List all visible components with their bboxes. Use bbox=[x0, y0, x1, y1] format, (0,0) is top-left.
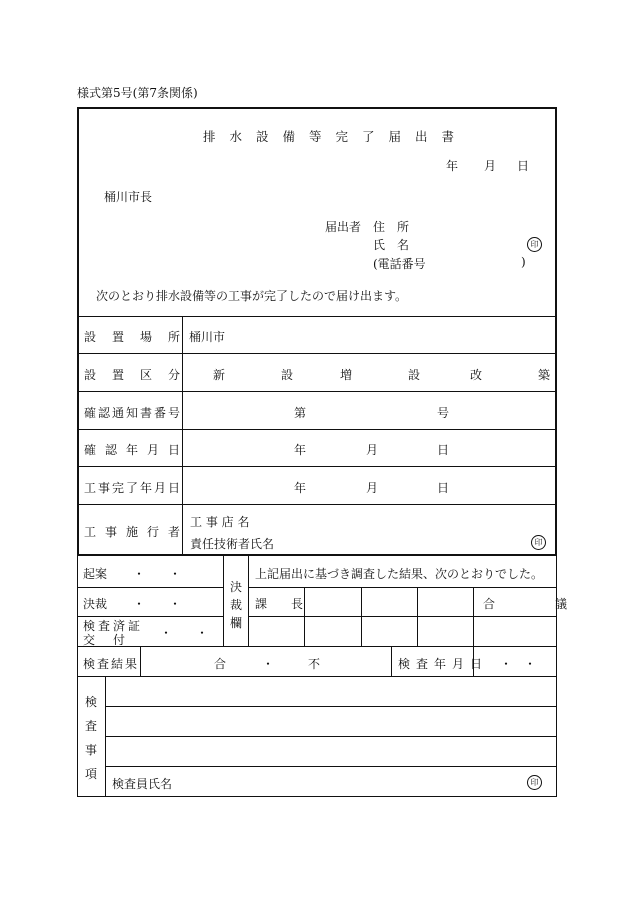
divider bbox=[105, 676, 106, 796]
notice-number-label: 確認通知書番号 bbox=[84, 406, 183, 420]
items-char: 事 bbox=[85, 743, 98, 757]
confirm-date-label: 確認年月日 bbox=[84, 443, 190, 457]
divider bbox=[77, 676, 557, 677]
contractor-engineer-label[interactable]: 責任技術者氏名 bbox=[190, 537, 275, 551]
items-char: 項 bbox=[85, 767, 98, 781]
category-new[interactable]: 新 設 bbox=[213, 368, 316, 382]
notice-go: 号 bbox=[437, 406, 450, 420]
form-title: 排水設備等完了届出書 bbox=[203, 129, 469, 144]
contractor-shop-label[interactable]: 工 事 店 名 bbox=[190, 515, 250, 529]
completion-month: 月 bbox=[366, 481, 379, 495]
kessai-char: 裁 bbox=[230, 598, 243, 612]
divider bbox=[77, 429, 557, 430]
category-extension[interactable]: 増 設 bbox=[340, 368, 443, 382]
inspection-date-value[interactable]: ・ ・ bbox=[500, 657, 537, 671]
location-label: 設置場所 bbox=[84, 330, 197, 344]
divider bbox=[105, 736, 556, 737]
divider bbox=[77, 587, 223, 588]
label-column-divider bbox=[182, 316, 183, 556]
confirm-month: 月 bbox=[366, 443, 379, 457]
divider bbox=[77, 504, 557, 505]
kessai-char: 決 bbox=[230, 580, 243, 594]
divider bbox=[248, 587, 556, 588]
category-label: 設置区分 bbox=[84, 368, 197, 382]
inspection-date-label: 検査年月日 bbox=[398, 657, 489, 671]
divider bbox=[77, 646, 557, 647]
approval-label: 決裁 bbox=[83, 597, 108, 611]
divider bbox=[248, 616, 556, 617]
approval-date[interactable]: ・ ・ bbox=[133, 597, 182, 611]
confirm-year: 年 bbox=[294, 443, 307, 457]
inspection-cert-label: 検査済証 bbox=[83, 619, 144, 633]
result-label: 検査結果 bbox=[83, 657, 140, 671]
divider bbox=[77, 353, 557, 354]
applicant-seal-icon: 印 bbox=[527, 237, 542, 252]
category-renovation[interactable]: 改 築 bbox=[470, 368, 573, 382]
divider bbox=[391, 646, 392, 676]
inspector-seal-icon: 印 bbox=[527, 775, 542, 790]
kessai-char: 欄 bbox=[230, 616, 243, 630]
divider bbox=[361, 587, 362, 646]
location-value[interactable]: 桶川市 bbox=[189, 330, 226, 344]
items-char: 査 bbox=[85, 719, 98, 733]
delivery-label: 交 付 bbox=[83, 633, 129, 647]
completion-date-label: 工事完了年月日 bbox=[84, 481, 183, 495]
divider bbox=[223, 556, 224, 646]
divider bbox=[248, 556, 249, 646]
result-pass[interactable]: 合 bbox=[214, 657, 227, 671]
contractor-seal-icon: 印 bbox=[531, 535, 546, 550]
applicant-label: 届出者 bbox=[325, 220, 362, 234]
council-label: 合 議 bbox=[483, 597, 574, 611]
applicant-name-label[interactable]: 氏 名 bbox=[373, 238, 410, 252]
notice-dai: 第 bbox=[294, 406, 307, 420]
completion-day: 日 bbox=[437, 481, 450, 495]
divider bbox=[105, 706, 556, 707]
applicant-phone-label[interactable]: (電話番号 bbox=[373, 257, 426, 271]
divider bbox=[77, 316, 557, 317]
form-number: 様式第5号(第7条関係) bbox=[77, 86, 198, 100]
divider bbox=[77, 391, 557, 392]
draft-date[interactable]: ・ ・ bbox=[133, 567, 182, 581]
date-year[interactable]: 年 bbox=[446, 159, 459, 173]
contractor-label: 工事施行者 bbox=[84, 525, 190, 539]
statement: 次のとおり排水設備等の工事が完了したので届け出ます。 bbox=[96, 289, 408, 303]
date-day[interactable]: 日 bbox=[517, 159, 530, 173]
divider bbox=[77, 466, 557, 467]
completion-year: 年 bbox=[294, 481, 307, 495]
office-bottom-border bbox=[77, 796, 557, 797]
delivery-date[interactable]: ・ ・ bbox=[160, 626, 209, 640]
kessai-note: 上記届出に基づき調査した結果、次のとおりでした。 bbox=[255, 567, 544, 581]
date-month[interactable]: 月 bbox=[484, 159, 497, 173]
section-chief-label: 課 長 bbox=[255, 597, 310, 611]
divider bbox=[417, 587, 418, 646]
divider bbox=[473, 587, 474, 646]
divider bbox=[140, 646, 141, 676]
divider bbox=[105, 766, 556, 767]
result-fail[interactable]: 不 bbox=[308, 657, 321, 671]
draft-label: 起案 bbox=[83, 567, 108, 581]
items-char: 検 bbox=[85, 695, 98, 709]
confirm-day: 日 bbox=[437, 443, 450, 457]
result-dot: ・ bbox=[262, 657, 275, 671]
applicant-phone-close: ) bbox=[521, 255, 526, 269]
applicant-address-label[interactable]: 住 所 bbox=[373, 220, 410, 234]
addressee: 桶川市長 bbox=[104, 190, 153, 204]
inspector-name-label[interactable]: 検査員氏名 bbox=[112, 777, 173, 791]
